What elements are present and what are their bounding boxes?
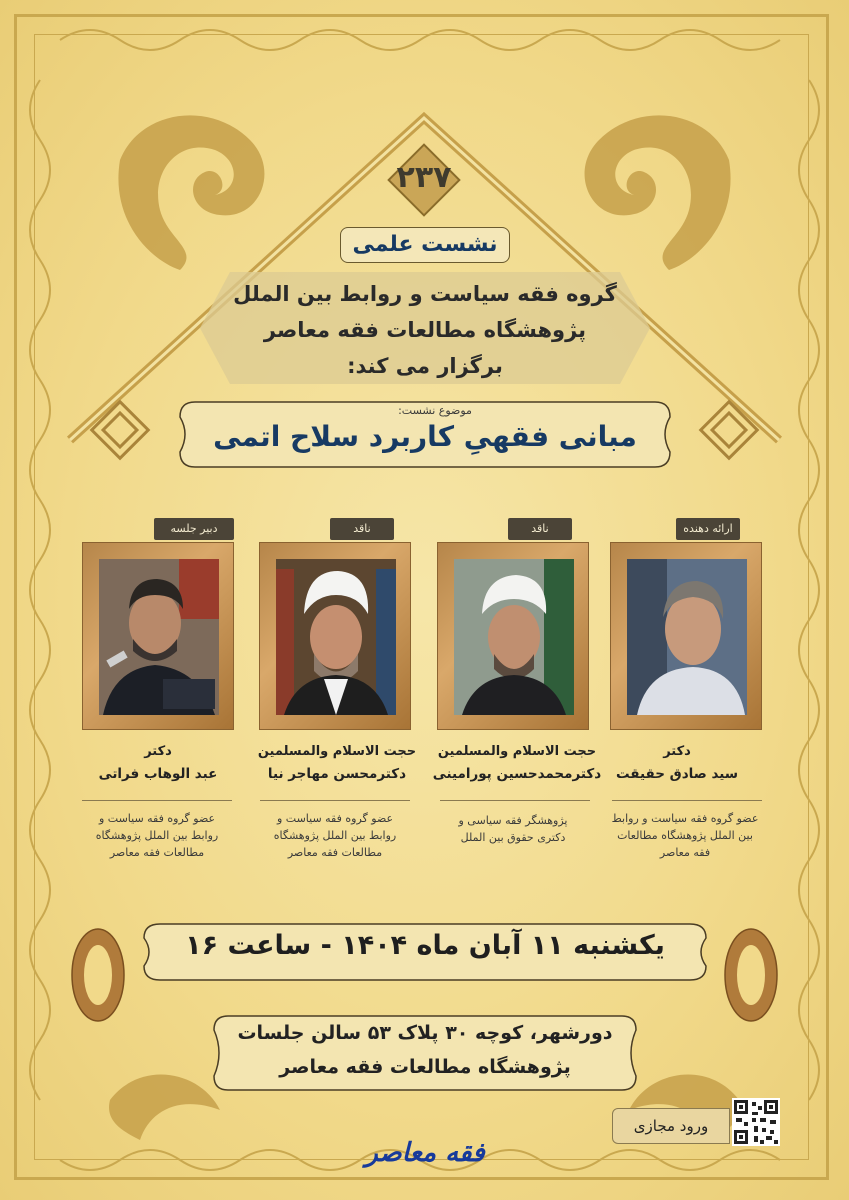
divider [260, 800, 410, 801]
speaker-photo [276, 559, 396, 715]
speaker-role-tab: دبیر جلسه [154, 518, 234, 540]
session-type-badge: نشست علمی [340, 227, 510, 263]
organizer-line-1: گروه فقه سیاست و روابط بین الملل [233, 282, 617, 306]
organizer-line-2: پژوهشگاه مطالعات فقه معاصر [263, 318, 587, 342]
speaker-role-tab: ناقد [508, 518, 572, 540]
session-number: ۲۳۷ [396, 160, 452, 195]
address-line-1: دورشهر، کوچه ۳۰ پلاک ۵۳ سالن جلسات [237, 1022, 613, 1044]
divider [440, 800, 590, 801]
logo: فقه معاصر [365, 1138, 485, 1168]
topic-label: موضوع نشست: [398, 404, 472, 417]
speaker-description: عضو گروه فقه سیاست و روابط بین الملل پژوهشگاه مطالعات فقه معاصر [611, 812, 759, 859]
address-line-2: پژوهشگاه مطالعات فقه معاصر [279, 1056, 571, 1078]
speaker-name: عبد الوهاب فراتی [98, 766, 218, 782]
organizer-line-3: برگزار می کند: [347, 354, 503, 378]
divider [612, 800, 762, 801]
speaker-role-tab: ناقد [330, 518, 394, 540]
speaker-name: دکترمحسن مهاجر نیا [267, 766, 407, 782]
speaker-photo [627, 559, 747, 715]
qr-code-icon[interactable] [732, 1098, 780, 1146]
speaker-name: سید صادق حقیقت [615, 766, 739, 782]
speaker-photo-frame [610, 542, 762, 730]
speaker-photo [454, 559, 574, 715]
speaker-photo-frame [82, 542, 234, 730]
divider [82, 800, 232, 801]
speaker-description: عضو گروه فقه سیاست و روابط بین الملل پژوهشگاه مطالعات فقه معاصر [95, 812, 219, 859]
speaker-title: حجت الاسلام والمسلمین [257, 744, 417, 759]
virtual-join-label[interactable]: ورود مجازی [612, 1108, 730, 1144]
speaker-title: حجت الاسلام والمسلمین [437, 744, 597, 759]
topic-title: مبانی فقهیِ کاربرد سلاح اتمی [213, 420, 637, 453]
speaker-name: دکترمحمدحسین پورامینی [432, 766, 602, 782]
speaker-description: پژوهشگر فقه سیاسی و دکتری حقوق بین الملل [458, 814, 568, 844]
speaker-role-tab: ارائه دهنده [676, 518, 740, 540]
speaker-title: دکتر [144, 744, 172, 759]
speaker-title: دکتر [663, 744, 691, 759]
speaker-photo-frame [259, 542, 411, 730]
speaker-photo [99, 559, 219, 715]
speaker-description: عضو گروه فقه سیاست و روابط بین الملل پژوهشگاه مطالعات فقه معاصر [273, 812, 397, 859]
speaker-photo-frame [437, 542, 589, 730]
event-datetime: یکشنبه ۱۱ آبان ماه ۱۴۰۴ - ساعت ۱۶ [185, 930, 665, 961]
